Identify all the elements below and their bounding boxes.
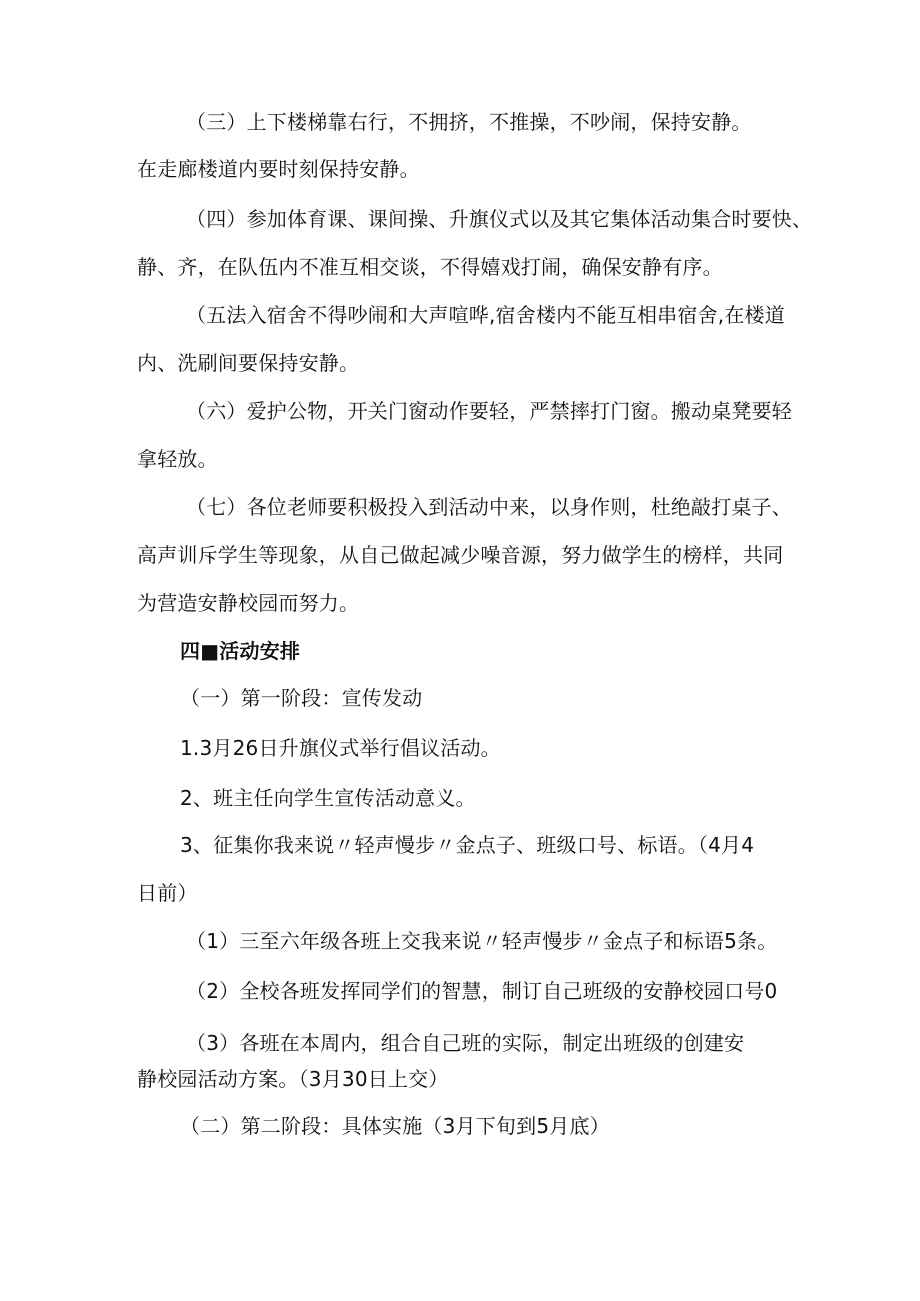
list-item-3-line-1: 3、征集你我来说〃轻声慢步〃金点子、班级口号、标语。（4月4 bbox=[180, 833, 755, 857]
paragraph-4-line-2: 静、齐，在队伍内不准互相交谈，不得嬉戏打闹，确保安静有序。 bbox=[137, 255, 723, 279]
sub-item-2: （2）全校各班发挥同学们的智慧，制订自己班级的安静校园口号0 bbox=[186, 979, 778, 1003]
paragraph-3-line-2: 在走廊楼道内要时刻保持安静。 bbox=[137, 157, 420, 181]
stage-1-heading: （一）第一阶段：宣传发动 bbox=[180, 686, 423, 710]
paragraph-7-line-2: 高声训斥学生等现象，从自己做起减少噪音源，努力做学生的榜样，共同 bbox=[137, 543, 784, 567]
section-4-heading: 四■活动安排 bbox=[180, 639, 301, 663]
paragraph-5-line-2: 内、洗刷间要保持安静。 bbox=[137, 351, 360, 375]
list-item-3-line-2: 日前） bbox=[137, 881, 198, 905]
paragraph-7-line-3: 为营造安静校园而努力。 bbox=[137, 591, 360, 615]
stage-2-heading: （二）第二阶段：具体实施（3月下旬到5月底） bbox=[180, 1114, 610, 1138]
sub-item-3-line-2: 静校园活动方案。（3月30日上交） bbox=[137, 1067, 449, 1091]
paragraph-5-line-1: （五法入宿舍不得吵闹和大声喧哗,宿舍楼内不能互相串宿舍,在楼道 bbox=[186, 303, 785, 327]
paragraph-7-line-1: （七）各位老师要积极投入到活动中来，以身作则，杜绝敲打桌子、 bbox=[186, 495, 792, 519]
sub-item-1: （1）三至六年级各班上交我来说〃轻声慢步〃金点子和标语5条。 bbox=[186, 929, 778, 953]
paragraph-6-line-2: 拿轻放。 bbox=[137, 447, 218, 471]
list-item-2: 2、班主任向学生宣传活动意义。 bbox=[180, 786, 476, 810]
paragraph-4-line-1: （四）参加体育课、课间操、升旗仪式以及其它集体活动集合时要快、 bbox=[186, 207, 813, 231]
paragraph-3-line-1: （三）上下楼梯靠右行，不拥挤，不推操，不吵闹，保持安静。 bbox=[186, 110, 752, 134]
sub-item-3-line-1: （3）各班在本周内，组合自己班的实际，制定出班级的创建安 bbox=[186, 1031, 745, 1055]
paragraph-6-line-1: （六）爱护公物，开关门窗动作要轻，严禁摔打门窗。搬动桌凳要轻 bbox=[186, 399, 792, 423]
list-item-1: 1.3月26日升旗仪式举行倡议活动。 bbox=[180, 736, 501, 760]
